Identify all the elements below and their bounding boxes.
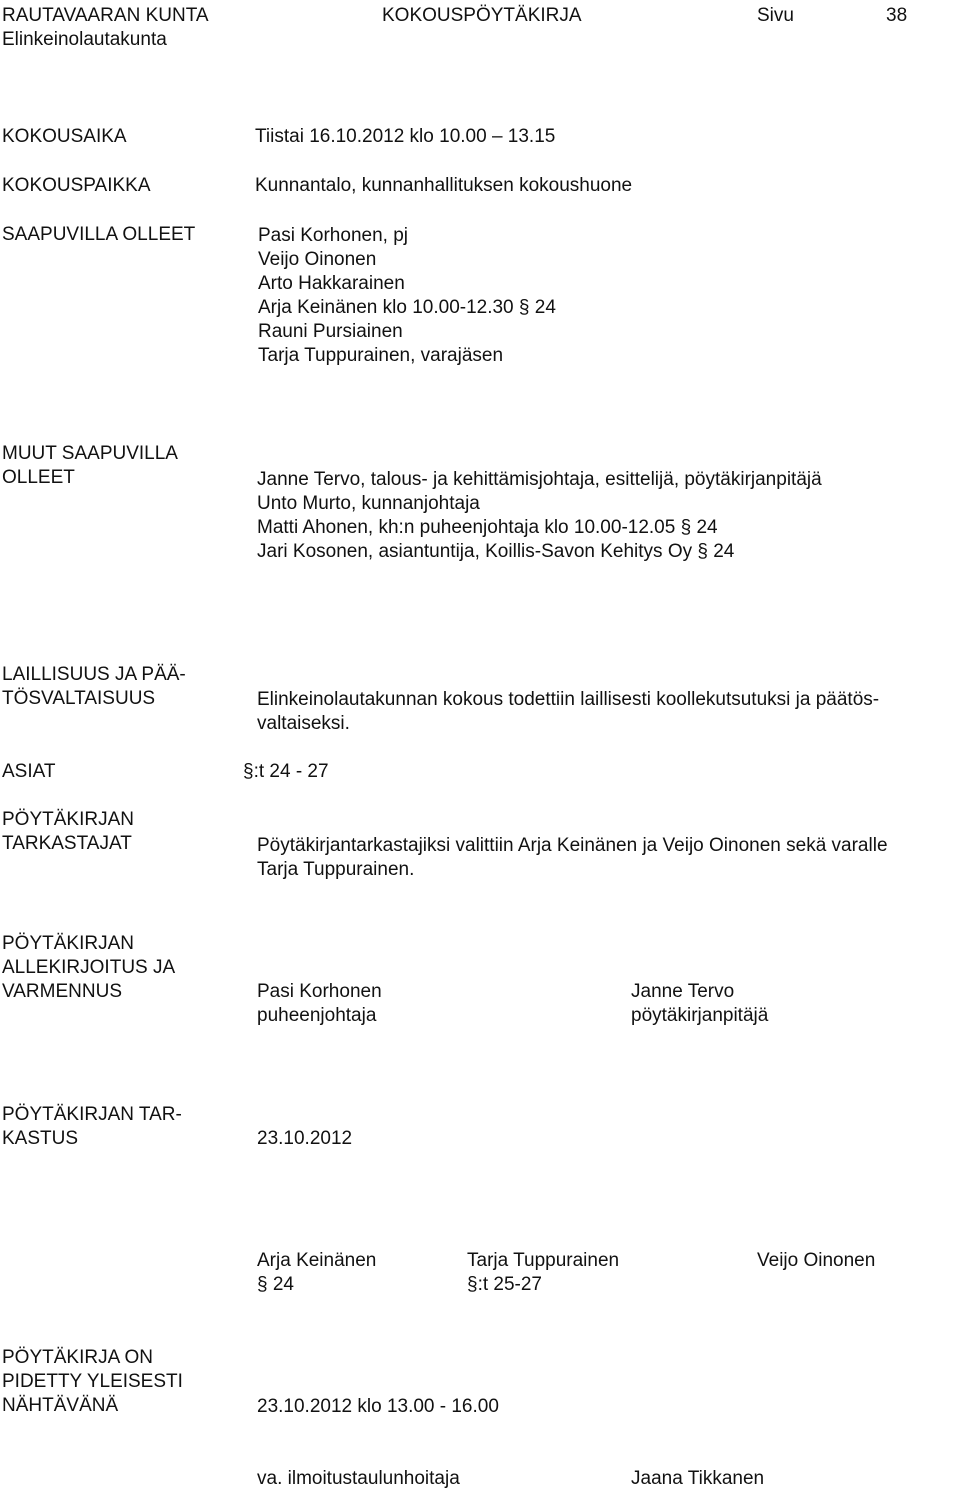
review-label-line: KASTUS xyxy=(2,1128,79,1149)
municipality-name: RAUTAVAARAN KUNTA xyxy=(2,5,209,26)
signing-label xyxy=(2,932,175,1004)
reviewer-1-name: Arja Keinänen xyxy=(257,1250,377,1271)
public-display-value: 23.10.2012 klo 13.00 - 16.00 xyxy=(257,1396,499,1417)
present-member: Veijo Oinonen xyxy=(258,249,377,270)
present-member: Rauni Pursiainen xyxy=(258,321,403,342)
legality-text-line: Elinkeinolautakunnan kokous todettiin laillisesti koollekutsutuksi ja päätös- xyxy=(257,689,880,710)
meeting-time-value: Tiistai 16.10.2012 klo 10.00 – 13.15 xyxy=(255,126,556,147)
other-person: Unto Murto, kunnanjohtaja xyxy=(257,493,480,514)
review-date: 23.10.2012 xyxy=(257,1128,353,1149)
legality-text-line: valtaiseksi. xyxy=(257,713,350,734)
reviewer-3-name: Veijo Oinonen xyxy=(757,1250,876,1271)
present-member: Pasi Korhonen, pj xyxy=(258,225,408,246)
signer-2-role: pöytäkirjanpitäjä xyxy=(631,1005,769,1026)
matters-value: §:t 24 - 27 xyxy=(243,761,329,782)
public-display-label xyxy=(2,1346,183,1418)
other-person: Janne Tervo, talous- ja kehittämisjohtaja, esittelijä, pöytäkirjanpitäjä xyxy=(257,469,822,490)
signing-label-line: VARMENNUS xyxy=(2,981,122,1002)
reviewers-label-line: TARKASTAJAT xyxy=(2,833,132,854)
signer-1-role: puheenjohtaja xyxy=(257,1005,377,1026)
present-member: Arto Hakkarainen xyxy=(258,273,405,294)
reviewer-1 xyxy=(257,1249,376,1297)
signer-1 xyxy=(257,980,382,1028)
page-label: Sivu xyxy=(757,5,794,26)
public-display-label-line: PIDETTY YLEISESTI xyxy=(2,1371,183,1392)
other-person: Jari Kosonen, asiantuntija, Koillis-Savon Kehitys Oy § 24 xyxy=(257,541,735,562)
reviewers-text xyxy=(257,834,888,882)
legality-label-line: LAILLISUUS JA PÄÄ- xyxy=(2,664,186,685)
others-present-list xyxy=(257,468,822,564)
present-label: SAAPUVILLA OLLEET xyxy=(2,224,196,245)
public-display-label-line: NÄHTÄVÄNÄ xyxy=(2,1395,119,1416)
matters-label: ASIAT xyxy=(2,761,56,782)
others-present-label xyxy=(2,442,178,490)
meeting-place-label: KOKOUSPAIKKA xyxy=(2,175,151,196)
others-present-label-line: OLLEET xyxy=(2,467,75,488)
present-member: Tarja Tuppurainen, varajäsen xyxy=(258,345,504,366)
legality-label xyxy=(2,663,186,711)
page-number: 38 xyxy=(886,5,908,26)
reviewers-text-line: Pöytäkirjantarkastajiksi valittiin Arja Keinänen ja Veijo Oinonen sekä varalle xyxy=(257,835,888,856)
meeting-time-label: KOKOUSAIKA xyxy=(2,126,127,147)
reviewer-2-name: Tarja Tuppurainen xyxy=(467,1250,620,1271)
reviewers-label xyxy=(2,808,134,856)
legality-text xyxy=(257,688,879,736)
signing-label-line: PÖYTÄKIRJAN xyxy=(2,933,134,954)
reviewer-1-section: § 24 xyxy=(257,1274,294,1295)
review-label xyxy=(2,1103,182,1151)
present-members-list xyxy=(258,224,556,368)
signer-2-name: Janne Tervo xyxy=(631,981,735,1002)
meeting-place-value: Kunnantalo, kunnanhallituksen kokoushuone xyxy=(255,175,633,196)
signer-2 xyxy=(631,980,768,1028)
review-label-line: PÖYTÄKIRJAN TAR- xyxy=(2,1104,182,1125)
board-name: Elinkeinolautakunta xyxy=(2,29,167,50)
legality-label-line: TÖSVALTAISUUS xyxy=(2,688,156,709)
notice-board-name: Jaana Tikkanen xyxy=(631,1468,765,1489)
reviewers-text-line: Tarja Tuppurainen. xyxy=(257,859,415,880)
reviewer-2-section: §:t 25-27 xyxy=(467,1274,542,1295)
notice-board-role: va. ilmoitustaulunhoitaja xyxy=(257,1468,460,1489)
present-member: Arja Keinänen klo 10.00-12.30 § 24 xyxy=(258,297,556,318)
document-type: KOKOUSPÖYTÄKIRJA xyxy=(382,5,582,26)
others-present-label-line: MUUT SAAPUVILLA xyxy=(2,443,178,464)
signing-label-line: ALLEKIRJOITUS JA xyxy=(2,957,176,978)
reviewer-2 xyxy=(467,1249,619,1297)
reviewers-label-line: PÖYTÄKIRJAN xyxy=(2,809,134,830)
other-person: Matti Ahonen, kh:n puheenjohtaja klo 10.00-12.05 § 24 xyxy=(257,517,718,538)
public-display-label-line: PÖYTÄKIRJA ON xyxy=(2,1347,153,1368)
signer-1-name: Pasi Korhonen xyxy=(257,981,382,1002)
